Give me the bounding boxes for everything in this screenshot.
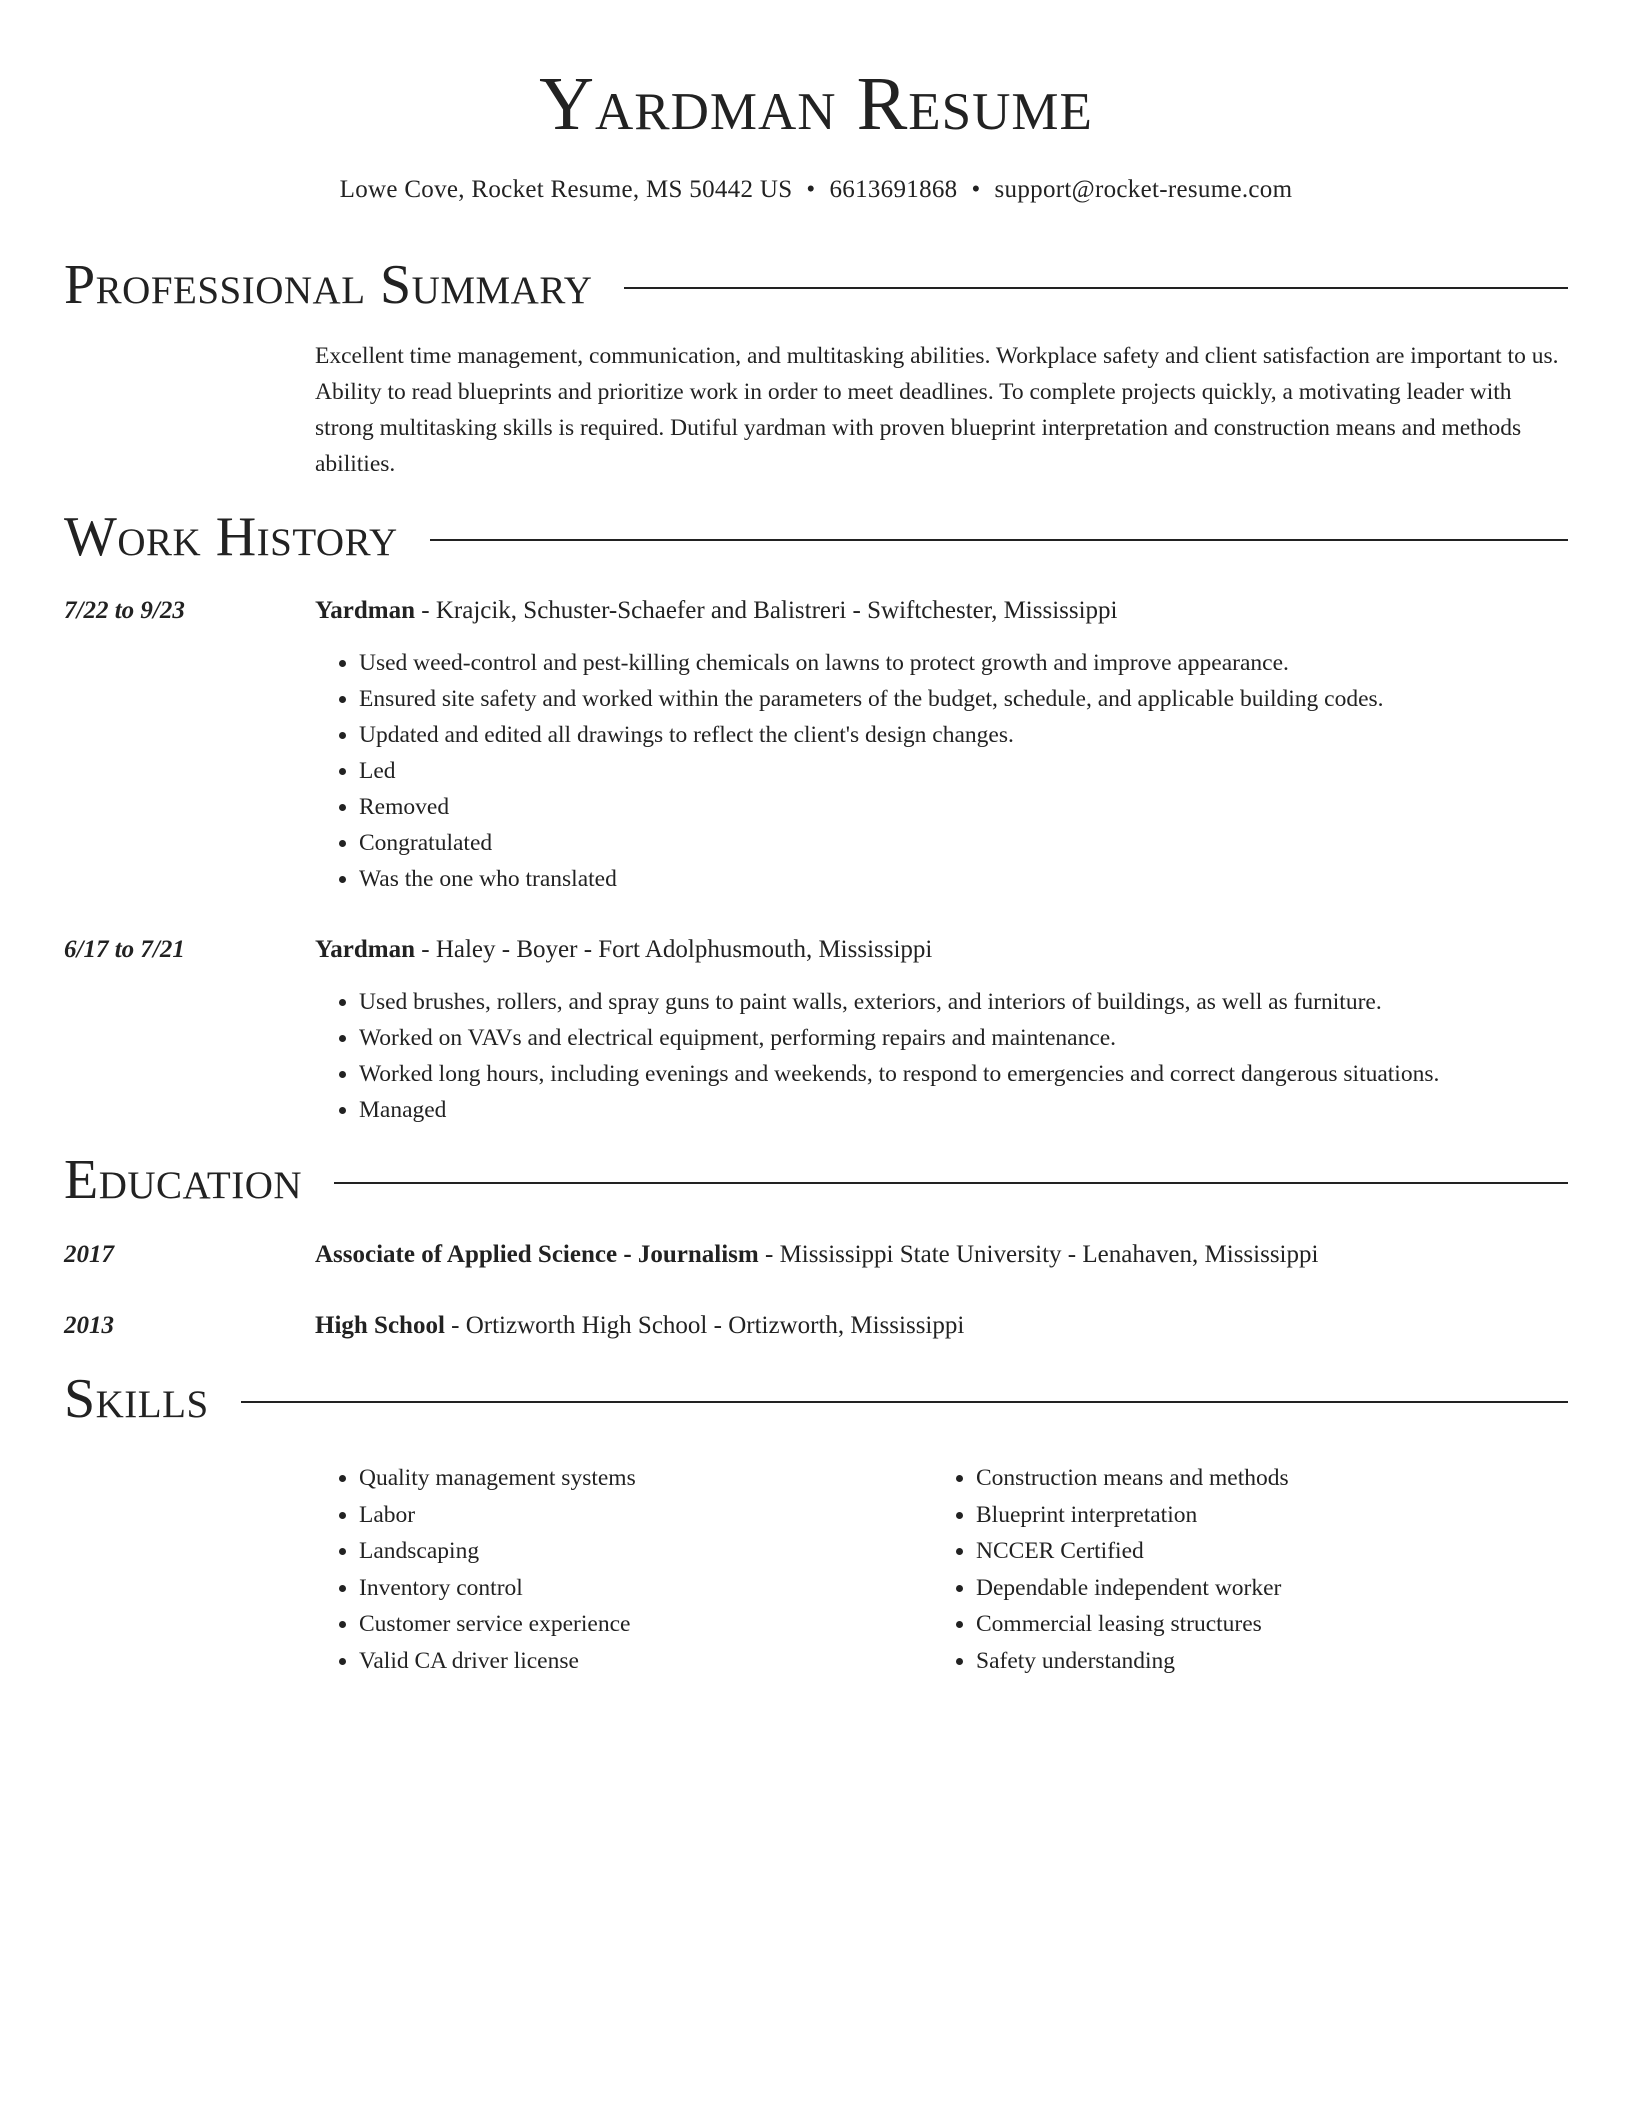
- work-role: Yardman: [315, 597, 416, 624]
- work-heading: [315, 593, 1118, 629]
- summary-text: Excellent time management, communication, and multitasking abilities. Workplace safety and client satisfaction are important to us. Ability to read blueprints and prioritize work in order to meet deadlines. To complete projects quickly, a motivating leader with strong multitasking skills is required. Dutiful yardman with proven blueprint interpretation and construction means and methods abilities.: [315, 343, 1559, 477]
- work-bullet: • Worked long hours, including evenings and weekends, to respond to emergencies and correct dangerous situations.: [359, 1056, 1439, 1092]
- work-bullets: [315, 645, 1384, 897]
- education-heading: [315, 1237, 1318, 1273]
- skill-item: • Safety understanding: [976, 1643, 1289, 1680]
- section-title-skills: Skills: [64, 1368, 209, 1430]
- contact-separator: •: [806, 176, 816, 203]
- work-bullet: • Used weed-control and pest-killing chemicals on lawns to protect growth and improve appearance.: [359, 645, 1384, 681]
- work-bullets: [315, 984, 1439, 1128]
- work-bullet: • Was the one who translated: [359, 861, 1384, 897]
- work-bullet: • Ensured site safety and worked within the parameters of the budget, schedule, and applicable building codes.: [359, 681, 1384, 717]
- work-role: Yardman: [315, 936, 416, 963]
- education-heading: [315, 1308, 964, 1344]
- skill-item: • Labor: [359, 1497, 636, 1534]
- skills-column-left: [315, 1460, 636, 1680]
- work-details: - Haley - Boyer - Fort Adolphusmouth, Mississippi: [415, 936, 933, 963]
- section-header-work-history: [64, 502, 1568, 572]
- contact-email: support@rocket-resume.com: [994, 176, 1293, 203]
- section-divider: [241, 1401, 1568, 1403]
- work-heading: [315, 932, 932, 968]
- section-title-summary: Professional Summary: [64, 254, 593, 316]
- contact-address: Lowe Cove, Rocket Resume, MS 50442 US: [339, 176, 793, 203]
- section-divider: [624, 287, 1568, 289]
- contact-separator: •: [971, 176, 981, 203]
- section-title-work-history: Work History: [64, 506, 398, 568]
- work-dates: 7/22 to 9/23: [64, 597, 185, 624]
- education-year: 2017: [64, 1241, 114, 1268]
- education-degree: Associate of Applied Science - Journalism: [315, 1241, 759, 1268]
- education-details: - Ortizworth High School - Ortizworth, Mississippi: [444, 1312, 965, 1339]
- skills-column-right: [932, 1460, 1289, 1680]
- skill-item: • Landscaping: [359, 1533, 636, 1570]
- skill-item: • Inventory control: [359, 1570, 636, 1607]
- work-bullet: • Congratulated: [359, 825, 1384, 861]
- work-bullet: • Managed: [359, 1092, 1439, 1128]
- education-details: - Mississippi State University - Lenahaven, Mississippi: [758, 1241, 1319, 1268]
- work-bullet: • Worked on VAVs and electrical equipment, performing repairs and maintenance.: [359, 1020, 1439, 1056]
- resume-name: Yardman Resume: [539, 62, 1093, 146]
- section-header-summary: [64, 250, 1568, 320]
- education-degree: High School: [315, 1312, 445, 1339]
- contact-phone: 6613691868: [829, 176, 958, 203]
- skill-item: • NCCER Certified: [976, 1533, 1289, 1570]
- skill-item: • Dependable independent worker: [976, 1570, 1289, 1607]
- education-year: 2013: [64, 1312, 114, 1339]
- skill-item: • Commercial leasing structures: [976, 1606, 1289, 1643]
- work-details: - Krajcik, Schuster-Schaefer and Balistreri - Swiftchester, Mississippi: [415, 597, 1118, 624]
- section-header-skills: [64, 1364, 1568, 1434]
- skill-item: • Construction means and methods: [976, 1460, 1289, 1497]
- skill-item: • Quality management systems: [359, 1460, 636, 1497]
- work-bullet: • Used brushes, rollers, and spray guns to paint walls, exteriors, and interiors of buildings, as well as furniture.: [359, 984, 1439, 1020]
- section-divider: [430, 539, 1568, 541]
- work-bullet: • Removed: [359, 789, 1384, 825]
- work-bullet: • Updated and edited all drawings to reflect the client's design changes.: [359, 717, 1384, 753]
- skill-item: • Valid CA driver license: [359, 1643, 636, 1680]
- section-divider: [334, 1182, 1568, 1184]
- work-bullet: • Led: [359, 753, 1384, 789]
- section-header-education: [64, 1145, 1568, 1215]
- work-dates: 6/17 to 7/21: [64, 936, 185, 963]
- skill-item: • Blueprint interpretation: [976, 1497, 1289, 1534]
- contact-line: [0, 172, 1632, 208]
- section-title-education: Education: [64, 1149, 303, 1211]
- skill-item: • Customer service experience: [359, 1606, 636, 1643]
